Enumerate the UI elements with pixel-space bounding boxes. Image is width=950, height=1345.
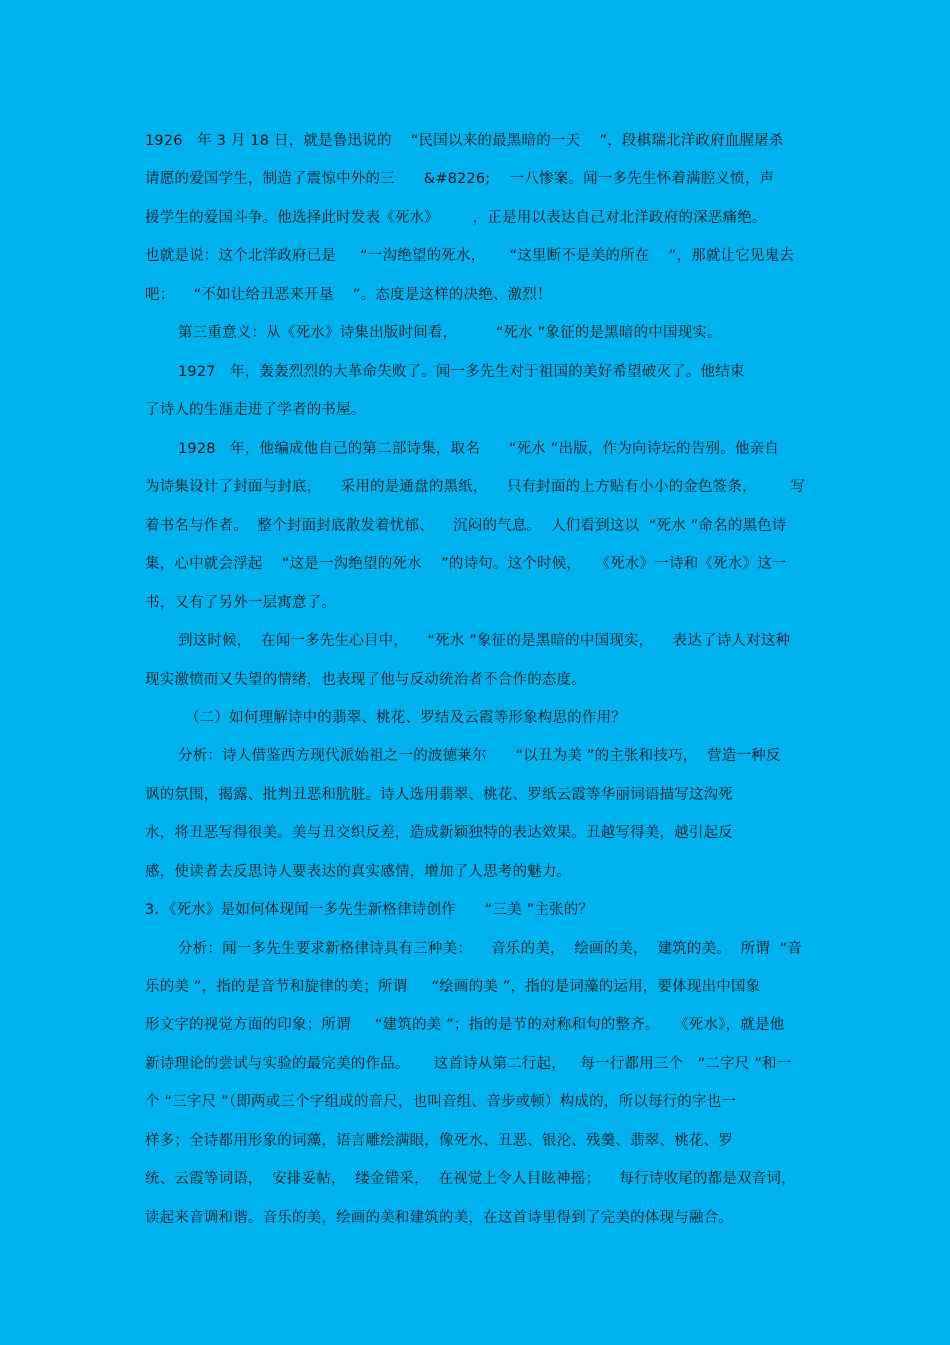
text-line-10: 为诗集设计了封面与封底， 采用的是通盘的黑纸， 只有封面的上方贴有小小的金色签条， 写 [145,479,806,495]
text-line-15: 现实激愤而又失望的情绪，也表现了他与反动统治者不合作的态度。 [145,672,586,688]
text-line-20: 感，使读者去反思诗人要表达的真实感情，增加了人思考的魅力。 [145,864,572,880]
text-line-14: 到这时候， 在闻一多先生心目中， “死水 ”象征的是黑暗的中国现实， 表达了诗人对这种 [178,633,791,649]
text-line-27: 样多；全诗都用形象的词藻，语言雕绘满眼，像死水、丑恶、银沦、残羹、翡翠、桃花、罗 [145,1133,733,1149]
text-line-4: 也就是说：这个北洋政府已是 “一沟绝望的死水， “这里断不是美的所在 ”，那就让它见鬼去 [145,248,795,264]
text-line-3: 援学生的爱国斗争。他选择此时发表《死水》 ，正是用以表达自己对北洋政府的深恶痛绝。 [145,210,767,226]
text-line-1: 1926 年 3 月 18 日，就是鲁迅说的 “民国以来的最黑暗的一天 ”，段棋瑞北洋政府血腥屠杀 [145,133,784,149]
text-line-8: 了诗人的生涯走进了学者的书屋。 [145,402,366,418]
text-line-18: 讽的氛围，揭露、批判丑恶和肮脏。诗人选用翡翠、桃花、罗纸云霞等华丽词语描写这沟死 [145,787,733,803]
text-line-22: 分析：闻一多先生要求新格律诗具有三种美： 音乐的美， 绘画的美， 建筑的美。 所谓 “音 [178,941,803,957]
text-line-19: 水，将丑恶写得很美。美与丑交织反差，造成新颖独特的表达效果。丑越写得美，越引起反 [145,825,733,841]
text-line-9: 1928 年，他编成他自己的第二部诗集，取名 “死水 ”出版，作为向诗坛的告别。他亲自 [178,441,780,457]
section-heading-3: 3．《死水》是如何体现闻一多先生新格律诗创作 “三美 ”主张的？ [145,902,594,918]
text-line-25: 新诗理论的尝试与实验的最完美的作品。 这首诗从第二行起， 每一行都用三个 “二字尺 ”和一 [145,1056,792,1072]
text-line-7: 1927 年，轰轰烈烈的大革命失败了。闻一多先生对于祖国的美好希望破灭了。他结束 [178,364,745,380]
text-line-13: 书，又有了另外一层寓意了。 [145,595,337,611]
text-line-23: 乐的美 ”，指的是音节和旋律的美；所谓 “绘画的美 ”，指的是词藻的运用，要体现出中国象 [145,979,761,995]
text-line-28: 统、云霞等词语， 安排妥帖， 缕金错采， 在视觉上令人目眩神摇； 每行诗收尾的都是双音词， [145,1171,796,1187]
text-line-29: 读起来音调和谐。音乐的美，绘画的美和建筑的美，在这首诗里得到了完美的体现与融合。 [145,1210,733,1226]
text-line-11: 着书名与作者。 整个封面封底散发着忧郁、 沉闷的气息。 人们看到这以 “死水 ”命名的黑色诗 [145,518,787,534]
text-line-5: 吧； “不如让给丑恶来开垦 ”。态度是这样的决绝、激烈！ [145,287,552,303]
section-heading-2: （二）如何理解诗中的翡翠、桃花、罗结及云霞等形象构思的作用？ [185,710,626,726]
text-line-24: 形文字的视觉方面的印象；所谓 “建筑的美 ”；指的是节的对称和句的整齐。 《死水》，就是他 [145,1017,785,1033]
text-line-17: 分析：诗人借鉴西方现代派始祖之一的波德莱尔 “以丑为美 ”的主张和技巧， 营造一种反 [178,748,781,764]
text-line-6: 第三重意义：从《死水》诗集出版时间看， “死水 ”象征的是黑暗的中国现实。 [178,325,722,341]
text-line-26: 个 “三字尺 ”（即两或三个字组成的音尺，也叫音组、音步或顿）构成的，所以每行的字也一 [145,1094,737,1110]
text-line-2: 请愿的爱国学生，制造了震惊中外的三 &#8226; 一八惨案。闻一多先生怀着满腔义愤，声 [145,171,775,187]
text-line-12: 集，心中就会浮起 “这是一沟绝望的死水 ”的诗句。这个时候， 《死水》一诗和《死水》这一 [145,556,787,572]
